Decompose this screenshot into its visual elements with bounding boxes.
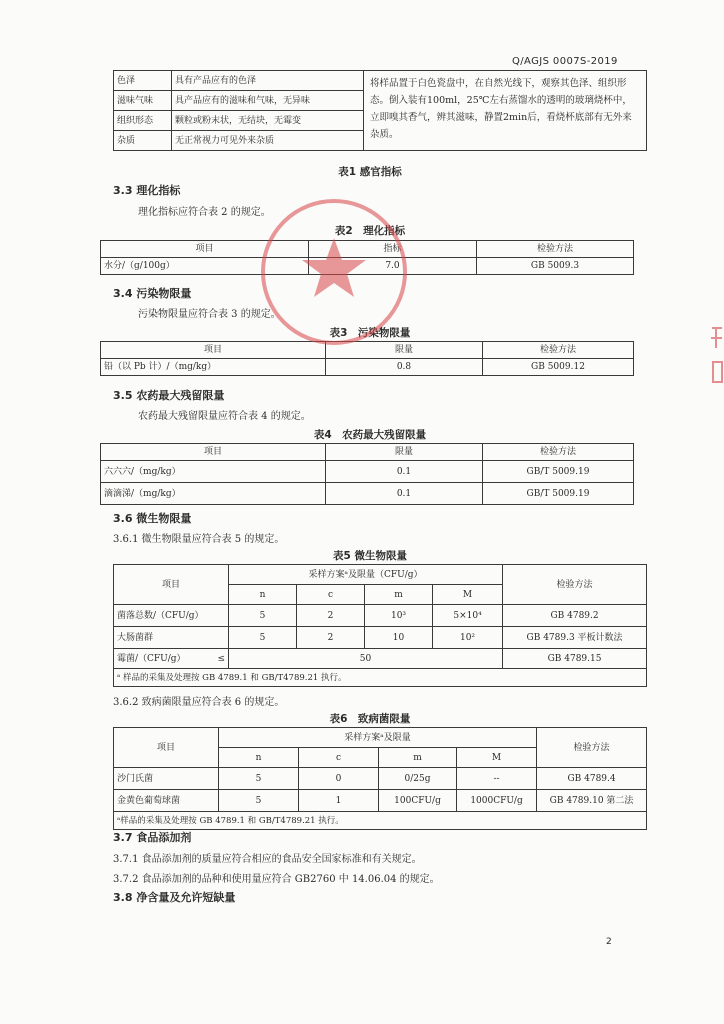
table-cell: GB 4789.3 平板计数法: [503, 627, 647, 649]
table-cell: 铅（以 Pb 计）/（mg/kg）: [101, 359, 326, 376]
column-header: c: [299, 748, 379, 768]
paragraph: 污染物限量应符合表 3 的规定。: [138, 309, 281, 320]
table-cell: 颗粒或粉末状，无结块，无霉变: [172, 111, 364, 131]
paragraph: 3.7.2 食品添加剂的品种和使用量应符合 GB2760 中 14.06.04 的规定。: [113, 874, 440, 885]
table-header-row: [101, 342, 634, 359]
column-header: m: [365, 585, 433, 605]
table-note-row: [114, 669, 647, 687]
table-header-row: [114, 565, 647, 585]
table-caption: 表5 微生物限量: [333, 550, 407, 562]
table-cell: [114, 649, 229, 669]
document-code: Q/AGJS 0007S-2019: [512, 56, 618, 67]
table-cell: 滴滴涕/（mg/kg）: [101, 483, 326, 505]
edge-mark-path: [711, 328, 722, 382]
table-cell: 5: [219, 768, 299, 790]
table-cell: 滋味气味: [114, 91, 172, 111]
table-cell: 5: [219, 790, 299, 812]
section-heading: 3.6 微生物限量: [113, 512, 192, 525]
column-header: n: [219, 748, 299, 768]
table-cell: 50: [229, 649, 503, 669]
table-row: [114, 71, 647, 91]
contaminant-table: [100, 341, 634, 376]
table-caption: 表4 农药最大残留限量: [313, 429, 427, 441]
column-header: 限量: [326, 342, 483, 359]
table-row: [101, 359, 634, 376]
column-header: 项目: [101, 241, 309, 258]
table-cell: 具有产品应有的色泽: [172, 71, 364, 91]
table-caption: 表3 污染物限量: [329, 327, 411, 339]
table-cell: GB 4789.4: [537, 768, 647, 790]
less-equal-sign: ≤: [217, 653, 225, 664]
column-header: 检验方法: [483, 444, 634, 461]
table-row: [114, 649, 647, 669]
column-header: M: [433, 585, 503, 605]
sensory-method-cell: 将样品置于白色瓷盘中，在自然光线下，观察其色泽、组织形态。倒入装有100ml，25℃左右蒸馏水的透明的玻璃烧杯中，立即嗅其香气，辨其滋味，静置2min后，看烧杯底部有无外来杂质。: [364, 71, 647, 151]
table-cell: 0/25g: [379, 768, 457, 790]
section-heading: 3.4 污染物限量: [113, 287, 192, 300]
table-cell: 7.0: [309, 258, 477, 275]
table-cell: 2: [297, 605, 365, 627]
table-cell: 组织形态: [114, 111, 172, 131]
pesticide-table: [100, 443, 634, 505]
table-cell: 5: [229, 605, 297, 627]
table-cell: 2: [297, 627, 365, 649]
table-cell: 0: [299, 768, 379, 790]
column-header: 检验方法: [483, 342, 634, 359]
column-header: 项目: [101, 444, 326, 461]
table-cell: 0.1: [326, 461, 483, 483]
paragraph: 3.6.1 微生物限量应符合表 5 的规定。: [113, 534, 285, 545]
column-header: 限量: [326, 444, 483, 461]
table-row: [114, 605, 647, 627]
table-caption: 表1 感官指标: [338, 166, 402, 178]
table-cell: 5: [229, 627, 297, 649]
table-cell: 0.1: [326, 483, 483, 505]
table-row: [114, 768, 647, 790]
column-header: 检验方法: [503, 565, 647, 605]
table-cell: 5×10⁴: [433, 605, 503, 627]
table-cell: 1: [299, 790, 379, 812]
table-cell: 菌落总数/（CFU/g）: [114, 605, 229, 627]
section-heading: 3.5 农药最大残留限量: [113, 389, 225, 402]
table-note-row: [114, 812, 647, 830]
table-cell: 1000CFU/g: [457, 790, 537, 812]
section-heading: 3.7 食品添加剂: [113, 831, 192, 844]
table-cell-label: 霉菌/（CFU/g）: [117, 653, 186, 664]
table-row: [114, 627, 647, 649]
table-cell: 10³: [365, 605, 433, 627]
table-note: ᵃ样品的采集及处理按 GB 4789.1 和 GB/T4789.21 执行。: [114, 812, 647, 830]
table-cell: 色泽: [114, 71, 172, 91]
paragraph: 3.6.2 致病菌限量应符合表 6 的规定。: [113, 697, 285, 708]
table-cell: 六六六/（mg/kg）: [101, 461, 326, 483]
sensory-table: [113, 70, 647, 151]
column-header: 项目: [114, 728, 219, 768]
column-header: c: [297, 585, 365, 605]
physicochemical-table: [100, 240, 634, 275]
table-cell: GB 4789.10 第二法: [537, 790, 647, 812]
section-heading: 3.3 理化指标: [113, 184, 181, 197]
table-caption: 表2 理化指标: [334, 225, 406, 237]
column-header: 指标: [309, 241, 477, 258]
section-heading: 3.8 净含量及允许短缺量: [113, 891, 236, 904]
table-cell: GB 5009.12: [483, 359, 634, 376]
column-header: m: [379, 748, 457, 768]
paragraph: 理化指标应符合表 2 的规定。: [138, 207, 271, 218]
table-caption: 表6 致病菌限量: [329, 713, 411, 725]
table-cell: 无正常视力可见外来杂质: [172, 131, 364, 151]
column-header: n: [229, 585, 297, 605]
table-cell: GB 4789.2: [503, 605, 647, 627]
table-cell: --: [457, 768, 537, 790]
table-header-row: [101, 444, 634, 461]
microbial-table: [113, 564, 647, 687]
column-header: M: [457, 748, 537, 768]
table-cell: 10²: [433, 627, 503, 649]
paragraph: 3.7.1 食品添加剂的质量应符合相应的食品安全国家标准和有关规定。: [113, 854, 422, 865]
edge-stamp-mark: [708, 322, 724, 392]
table-cell: 沙门氏菌: [114, 768, 219, 790]
column-header: 检验方法: [537, 728, 647, 768]
table-cell: 0.8: [326, 359, 483, 376]
column-header: 采样方案ᵃ及限量（CFU/g）: [229, 565, 503, 585]
table-header-row: [114, 728, 647, 748]
column-header: 检验方法: [477, 241, 634, 258]
column-header: 项目: [101, 342, 326, 359]
table-header-row: [101, 241, 634, 258]
column-header: 采样方案ᵃ及限量: [219, 728, 537, 748]
table-row: [101, 483, 634, 505]
table-cell: 杂质: [114, 131, 172, 151]
table-cell: GB/T 5009.19: [483, 461, 634, 483]
table-cell: 大肠菌群: [114, 627, 229, 649]
pathogen-table: [113, 727, 647, 830]
table-row: [114, 790, 647, 812]
table-cell: 金黄色葡萄球菌: [114, 790, 219, 812]
table-note: ᵃ 样品的采集及处理按 GB 4789.1 和 GB/T4789.21 执行。: [114, 669, 647, 687]
table-cell: 水分/（g/100g）: [101, 258, 309, 275]
paragraph: 农药最大残留限量应符合表 4 的规定。: [138, 411, 311, 422]
table-cell: GB 4789.15: [503, 649, 647, 669]
table-cell: 10: [365, 627, 433, 649]
table-cell: GB/T 5009.19: [483, 483, 634, 505]
table-cell: 100CFU/g: [379, 790, 457, 812]
table-cell: GB 5009.3: [477, 258, 634, 275]
table-row: [101, 461, 634, 483]
table-row: [101, 258, 634, 275]
column-header: 项目: [114, 565, 229, 605]
table-cell: 具产品应有的滋味和气味，无异味: [172, 91, 364, 111]
page-number: 2: [606, 937, 612, 947]
